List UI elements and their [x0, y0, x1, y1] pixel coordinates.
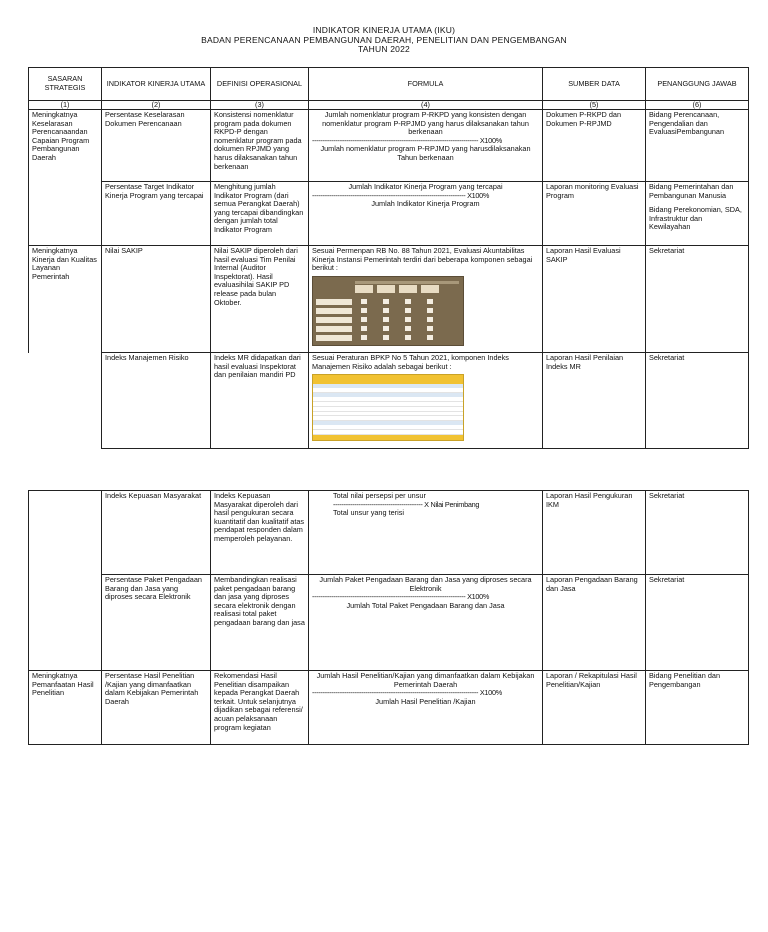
sasaran-cell: Meningkatnya Pemanfaatan Hasil Penelitian — [29, 671, 102, 745]
formula-text: Sesuai Peraturan BPKP No 5 Tahun 2021, komponen Indeks Manajemen Risiko adalah sebagai berikut : — [312, 353, 509, 371]
formula-bar: ------------------------------------------------------------------------------ X100% — [312, 688, 502, 698]
col-number: (5) — [543, 101, 646, 110]
mr-components-image — [312, 374, 464, 441]
document-title — [0, 26, 768, 55]
pj-cell: Sekretariat — [646, 575, 749, 671]
formula-numerator: Jumlah nomenklatur program P-RKPD yang konsisten dengan nomenklatur program P-RPJMD yang harus dilaksanakan tahun berkenaan — [322, 110, 529, 137]
sumber-cell: Laporan Hasil Pengukuran IKM — [543, 491, 646, 575]
indikator-cell: Persentase Target Indikator Kinerja Program yang tercapai — [102, 182, 211, 246]
indikator-cell: Persentase Keselarasan Dokumen Perencanaan — [102, 110, 211, 182]
formula-denominator: Jumlah Hasil Penelitian /Kajian — [375, 696, 476, 706]
definisi-cell: Rekomendasi Hasil Penelitian disampaikan kepada Perangkat Daerah terkait. Untuk selanjutnya dijadikan sebagai referensi/ acuan pelaksanaan program kegiatan — [211, 671, 309, 745]
table-row — [29, 110, 749, 182]
formula-bar: ------------------------------------------------------------------------ X100% — [312, 190, 490, 200]
sasaran-cell: Meningkatnya Keselarasan Perencanaandan Capaian Program Pembangunan Daerah — [29, 110, 102, 182]
formula-numerator: Total nilai persepsi per unsur — [333, 491, 426, 500]
sasaran-cell-continued — [29, 491, 102, 575]
formula-cell — [309, 182, 543, 246]
definisi-cell: Nilai SAKIP diperoleh dari hasil evaluasi Tim Penilai Internal (Auditor Inspektorat). Hasil evaluasihilai SAKIP PD release pada bulan Oktober. — [211, 246, 309, 353]
sumber-cell: Laporan monitoring Evaluasi Program — [543, 182, 646, 246]
title-line-1: INDIKATOR KINERJA UTAMA (IKU) — [312, 25, 456, 35]
indikator-cell: Nilai SAKIP — [102, 246, 211, 353]
title-line-3: TAHUN 2022 — [358, 44, 410, 54]
formula-text: Sesuai Permenpan RB No. 88 Tahun 2021, Evaluasi Akuntabilitas Kinerja Instansi Pemerintah terdiri dari beberapa komponen sebagai berikut : — [312, 246, 533, 273]
table-row — [29, 246, 749, 353]
sasaran-cell-continued — [29, 353, 102, 449]
iku-table-page-2 — [28, 490, 749, 745]
formula-bar: ------------------------------------------------------------------------------ X100% — [312, 135, 502, 145]
definisi-cell: Konsistensi nomenklatur program pada dokumen RKPD-P dengan nomenklatur program pada dokumen RPJMD yang harus dilaksanakan tahun berkenaan — [211, 110, 309, 182]
sumber-cell: Laporan Hasil Evaluasi SAKIP — [543, 246, 646, 353]
sasaran-cell: Meningkatnya Kinerja dan Kualitas Layanan Pemerintah — [29, 246, 102, 353]
col-number: (4) — [309, 101, 543, 110]
col-header-definisi: DEFINISI OPERASIONAL — [211, 68, 309, 101]
definisi-cell: Menghitung jumlah Indikator Program (dari semua Perangkat Daerah) yang tercapai dibandingkan dengan jumlah total Indikator Program — [211, 182, 309, 246]
col-header-indikator: INDIKATOR KINERJA UTAMA — [102, 68, 211, 101]
sasaran-cell-continued — [29, 575, 102, 671]
table-row — [29, 575, 749, 671]
col-number: (1) — [29, 101, 102, 110]
formula-cell — [309, 671, 543, 745]
definisi-cell: Membandingkan realisasi paket pengadaan barang dan jasa yang diproses secara elektronik dengan realisasi total paket pengadaan barang dan jasa — [211, 575, 309, 671]
formula-cell — [309, 246, 543, 353]
formula-denominator: Jumlah Indikator Kinerja Program — [371, 199, 480, 209]
title-line-2: BADAN PERENCANAAN PEMBANGUNAN DAERAH, PENELITIAN DAN PENGEMBANGAN — [201, 34, 567, 45]
formula-denominator: Jumlah Total Paket Pengadaan Barang dan Jasa — [346, 600, 505, 610]
formula-numerator: Jumlah Indikator Kinerja Program yang tercapai — [348, 182, 503, 191]
formula-denominator: Jumlah nomenklatur program P-RPJMD yang harusdilaksanakan Tahun berkenaan — [320, 144, 531, 162]
pj-cell: Bidang Perencanaan, Pengendalian dan EvaluasiPembangunan — [646, 110, 749, 182]
col-header-formula: FORMULA — [309, 68, 543, 101]
sumber-cell: Laporan Hasil Penilaian Indeks MR — [543, 353, 646, 449]
pj-line-1: Bidang Pemerintahan dan Pembangunan Manusia — [649, 182, 734, 200]
formula-cell — [309, 110, 543, 182]
indikator-cell: Indeks Manajemen Risiko — [102, 353, 211, 449]
col-header-sasaran: SASARAN STRATEGIS — [29, 68, 102, 101]
indikator-cell: Indeks Kepuasan Masyarakat — [102, 491, 211, 575]
formula-cell — [309, 353, 543, 449]
formula-bar: ------------------------------------------ X Nilai Penimbang — [333, 499, 480, 509]
pj-cell: Bidang Penelitian dan Pengembangan — [646, 671, 749, 745]
formula-bar: ------------------------------------------------------------------------ X100% — [312, 592, 490, 602]
col-number: (2) — [102, 101, 211, 110]
pj-cell: Sekretariat — [646, 353, 749, 449]
definisi-cell: Indeks MR didapatkan dari hasil evaluasi Inspektorat dan penilaian mandiri PD — [211, 353, 309, 449]
pj-cell: Sekretariat — [646, 491, 749, 575]
sumber-cell: Laporan / Rekapitulasi Hasil Penelitian/Kajian — [543, 671, 646, 745]
formula-denominator: Total unsur yang terisi — [333, 508, 404, 518]
formula-cell — [309, 575, 543, 671]
pj-cell — [646, 182, 749, 246]
sakip-components-image — [312, 276, 464, 346]
formula-numerator: Jumlah Paket Pengadaan Barang dan Jasa yang diproses secara Elektronik — [319, 575, 532, 593]
definisi-cell: Indeks Kepuasan Masyarakat diperoleh dari hasil pengukuran secara kuantitatif dan kualitatif atas pendapat responden dalam memperoleh pelayanan. — [211, 491, 309, 575]
indikator-cell: Persentase Paket Pengadaan Barang dan Jasa yang diproses secara Elektronik — [102, 575, 211, 671]
indikator-cell: Persentase Hasil Penelitian /Kajian yang dimanfaatkan dalam Kebijakan Pemerintah Daerah — [102, 671, 211, 745]
sumber-cell: Laporan Pengadaan Barang dan Jasa — [543, 575, 646, 671]
pj-line-2: Bidang Perekonomian, SDA, Infrastruktur dan Kewilayahan — [649, 205, 742, 232]
table-row — [29, 353, 749, 449]
sumber-cell: Dokumen P-RKPD dan Dokumen P-RPJMD — [543, 110, 646, 182]
table-row — [29, 671, 749, 745]
table-row — [29, 491, 749, 575]
col-number: (6) — [646, 101, 749, 110]
sasaran-cell-continued — [29, 182, 102, 246]
col-header-sumber: SUMBER DATA — [543, 68, 646, 101]
col-header-pj: PENANGGUNG JAWAB — [646, 68, 749, 101]
table-row — [29, 182, 749, 246]
pj-cell: Sekretariat — [646, 246, 749, 353]
formula-cell — [309, 491, 543, 575]
iku-table-page-1 — [28, 67, 749, 449]
col-number: (3) — [211, 101, 309, 110]
formula-numerator: Jumlah Hasil Penelitian/Kajian yang dimanfaatkan dalam Kebijakan Pemerintah Daerah — [316, 671, 535, 689]
